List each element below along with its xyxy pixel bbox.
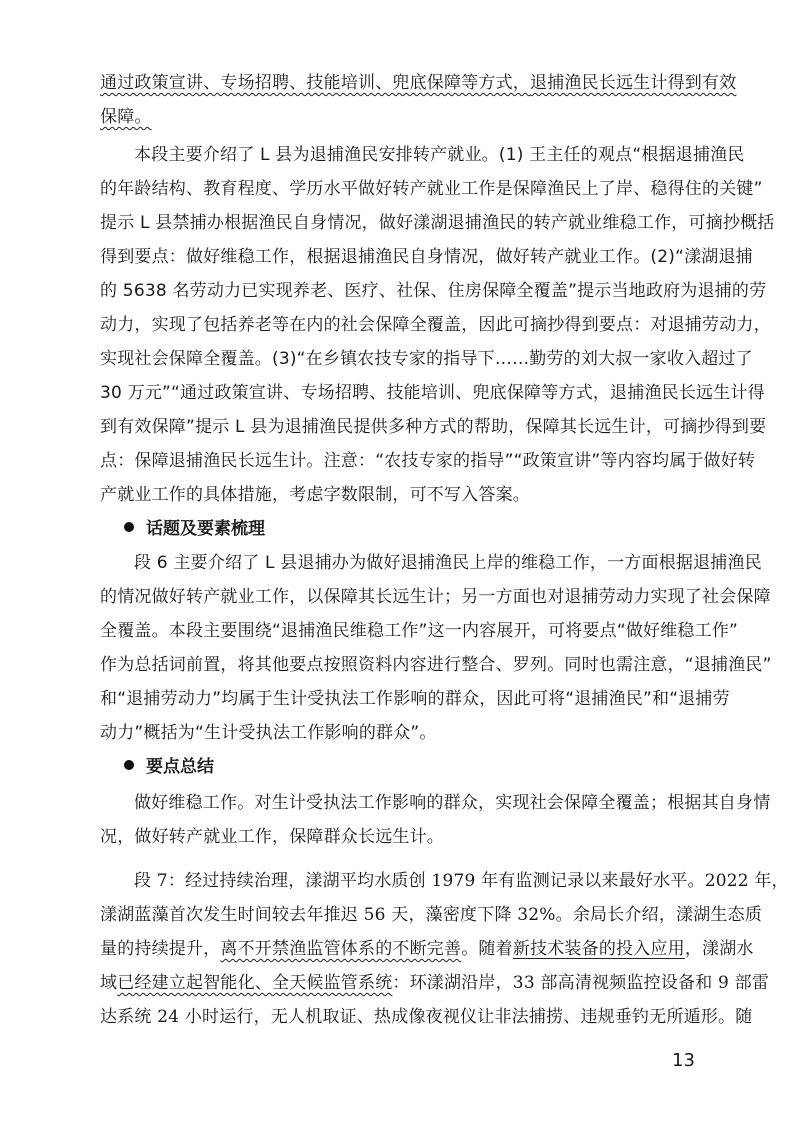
topic-line: 段 6 主要介绍了 L 县退捕办为做好退捕渔民上岸的维稳工作，一方面根据退捕渔民 bbox=[134, 553, 762, 573]
topic-line: 作为总括词前置，将其他要点按照资料内容进行整合、罗列。同时也需注意，“退捕渔民” bbox=[100, 655, 772, 675]
topic-line: 动力”概括为“生计受执法工作影响的群众”。 bbox=[100, 723, 437, 743]
top-line-1-part-b: 退捕渔民长远生计得到有效 bbox=[530, 73, 737, 93]
topic-line: 全覆盖。本段主要围绕“退捕渔民维稳工作”这一内容展开，可将要点“做好维稳工作” bbox=[100, 621, 739, 641]
para7-l3-a: 量的持续提升， bbox=[100, 939, 221, 959]
para7-line-2: 漾湖蓝藻首次发生时间较去年推迟 56 天，藻密度下降 32%。余局长介绍，漾湖生态质 bbox=[100, 905, 763, 925]
summary-line: 况，做好转产就业工作，保障群众长远生计。 bbox=[100, 827, 444, 847]
analysis-line: 点：保障退捕渔民长远生计。注意：“农技专家的指导”“政策宣讲”等内容均属于做好转 bbox=[100, 451, 756, 471]
para7-line-3 bbox=[100, 936, 754, 962]
para7-line-5: 达系统 24 小时运行，无人机取证、热成像夜视仪让非法捕捞、违规垂钓无所遁形。随 bbox=[100, 1007, 753, 1027]
para7-l4-underlined: 已经建立起智能化、全天候监管系统 bbox=[117, 973, 393, 993]
topic-line: 的情况做好转产就业工作，以保障其长远生计；另一方面也对退捕劳动力实现了社会保障 bbox=[100, 587, 771, 607]
top-line-2 bbox=[100, 104, 700, 130]
analysis-line: 提示 L 县禁捕办根据渔民自身情况，做好漾湖退捕渔民的转产就业维稳工作，可摘抄概括 bbox=[100, 213, 775, 233]
para7-line-1: 段 7：经过持续治理，漾湖平均水质创 1979 年有监测记录以来最好水平。2022 年， bbox=[134, 871, 789, 891]
summary-line: 做好维稳工作。对生计受执法工作影响的群众，实现社会保障全覆盖；根据其自身情 bbox=[134, 793, 771, 813]
top-line-1 bbox=[100, 70, 737, 96]
para7-line-4 bbox=[100, 970, 770, 996]
analysis-line: 得到要点：做好维稳工作，根据退捕渔民自身情况，做好转产就业工作。(2)“漾湖退捕 bbox=[100, 247, 753, 267]
para7-l3-e: ，漾湖水 bbox=[684, 939, 754, 959]
analysis-line: 本段主要介绍了 L 县为退捕渔民安排转产就业。(1) 王主任的观点“根据退捕渔民 bbox=[134, 145, 745, 165]
topic-line: 和“退捕劳动力”均属于生计受执法工作影响的群众，因此可将“退捕渔民”和“退捕劳 bbox=[100, 689, 730, 709]
analysis-line: 的 5638 名劳动力已实现养老、医疗、社保、住房保障全覆盖”提示当地政府为退捕的劳 bbox=[100, 281, 767, 301]
topic-heading bbox=[124, 516, 265, 542]
para7-l3-c: 。随着 bbox=[461, 939, 513, 959]
topic-heading-text: 话题及要素梳理 bbox=[146, 519, 265, 539]
top-line-1-part-a: 通过政策宣讲、专场招聘、技能培训、兜底保障等方式， bbox=[100, 73, 530, 93]
summary-heading-text: 要点总结 bbox=[146, 757, 214, 777]
analysis-line: 的年龄结构、教育程度、学历水平做好转产就业工作是保障渔民上了岸、稳得住的关键” bbox=[100, 179, 763, 199]
para7-l3-underlined-2: 新技术装备的投入应用 bbox=[512, 939, 685, 959]
bullet-icon bbox=[124, 760, 134, 770]
analysis-line: 30 万元”“通过政策宣讲、专场招聘、技能培训、兜底保障等方式，退捕渔民长远生计得 bbox=[100, 383, 765, 403]
para7-l3-underlined: 离不开禁渔监管体系的不断完善 bbox=[220, 939, 462, 959]
summary-heading bbox=[124, 754, 214, 780]
analysis-line: 动力，实现了包括养老等在内的社会保障全覆盖，因此可摘抄得到要点：对退捕劳动力， bbox=[100, 315, 771, 335]
para7-l4-a: 域 bbox=[100, 973, 118, 993]
analysis-line: 到有效保障”提示 L 县为退捕渔民提供多种方式的帮助，保障其长远生计，可摘抄得到要 bbox=[100, 417, 767, 437]
top-line-2-text: 保障。 bbox=[100, 107, 152, 127]
para7-l4-c: ：环漾湖沿岸，33 部高清视频监控设备和 9 部雷 bbox=[392, 973, 770, 993]
page-number: 13 bbox=[672, 1050, 695, 1071]
analysis-line: 实现社会保障全覆盖。(3)“在乡镇农技专家的指导下……勤劳的刘大叔一家收入超过了 bbox=[100, 349, 753, 369]
bullet-icon bbox=[124, 522, 134, 532]
analysis-line: 产就业工作的具体措施，考虑字数限制，可不写入答案。 bbox=[100, 485, 530, 505]
